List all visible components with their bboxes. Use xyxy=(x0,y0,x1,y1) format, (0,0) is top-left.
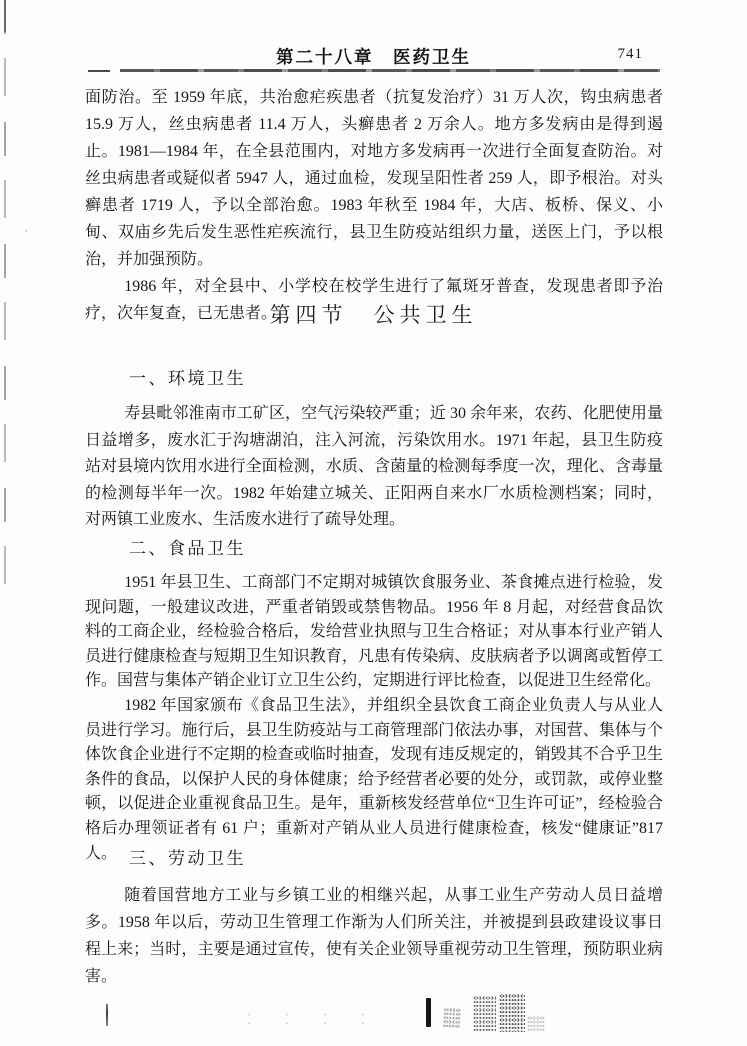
paragraph-continued: 面防治。至 1959 年底，共治愈疟疾患者（抗复发治疗）31 万人次，钩虫病患者 15.9 万人，丝虫病患者 11.4 万人，头癣患者 2 万余人。地方多发病由是得到遏止。1981—1984 年，在全县范围内，对地方多发病再一次进行全面复查防治。对丝虫病患者或疑似者 5947 人，通过血检，发现呈阳性者 259 人，即予根治。对头癣患者 1719 人，予以全部治愈。1983 年秋至 1984 年，大店、板桥、保义、小甸、双庙乡先后发生恶性疟疾流行，县卫生防疫站组织力量，送医上门，予以根治，并加强预防。 xyxy=(85,89,663,268)
labor-text-block xyxy=(85,882,663,990)
paragraph-1986: 1986 年，对全县中、小学校在校学生进行了氟斑牙普查，发现患者即予治疗，次年复查，已无患者。 xyxy=(85,278,663,322)
scan-artifact-smudge xyxy=(473,996,496,1031)
scan-speck xyxy=(25,230,27,232)
chapter-title: 第二十八章 医药卫生 xyxy=(276,47,471,67)
environment-text-block xyxy=(85,401,663,534)
scan-artifact-smudge xyxy=(442,1008,460,1029)
food-text-block xyxy=(85,571,663,866)
scan-artifact-bar xyxy=(426,998,431,1027)
body-paragraph: 1951 年县卫生、工商部门不定期对城镇饮食服务业、茶食摊点进行检验，发现问题，一般建议改进，严重者销毁或禁售物品。1956 年 8 月起，对经营食品饮料的工商企业，经检验合格后，发给营业执照与卫生合格证；对从事本行业产销人员进行健康检查与短期卫生知识教育，凡患有传染病、皮肤病者予以调离或暂停工作。国营与集体产销企业订立卫生公约，定期进行评比检查，以促进卫生经常化。 xyxy=(85,574,663,690)
scan-edge-line xyxy=(4,0,6,585)
intro-text-block xyxy=(85,84,663,327)
scan-edge-line-top xyxy=(4,0,6,32)
subsection-heading-labor: 三、劳动卫生 xyxy=(129,849,246,868)
body-paragraph: 寿县毗邻淮南市工矿区，空气污染较严重；近 30 余年来，农药、化肥使用量日益增多，废水汇于沟塘湖泊，注入河流，污染饮用水。1971 年起，县卫生防疫站对县境内饮用水进行全面检测，水质、含菌量的检测每季度一次，理化、含毒量的检测每半年一次。1982 年始建立城关、正阳两自来水厂水质检测档案；同时，对两镇工业废水、生活废水进行了疏导处理。 xyxy=(85,405,663,528)
page-number: 741 xyxy=(617,46,643,62)
scan-artifact-smudge xyxy=(499,994,525,1032)
subsection-heading-environment: 一、环境卫生 xyxy=(129,369,246,388)
scan-artifact-smudge xyxy=(527,1016,545,1031)
header-rule xyxy=(120,69,660,72)
header-rule-dash xyxy=(88,70,110,72)
body-paragraph: 随着国营地方工业与乡镇工业的相继兴起，从事工业生产劳动人员日益增多。1958 年以后，劳动卫生管理工作渐为人们所关注，并被提到县政建设议事日程上来；当时，主要是通过宣传，使有关企业领导重视劳动卫生管理，预防职业病害。 xyxy=(85,887,663,985)
scan-artifact-tick xyxy=(106,1004,108,1026)
body-paragraph: 1982 年国家颁布《食品卫生法》，并组织全县饮食工商企业负责人与从业人员进行学习。施行后，县卫生防疫站与工商管理部门依法办事，对国营、集体与个体饮食企业进行不定期的检查或临时抽查，发现有违反规定的，销毁其不合乎卫生条件的食品，以保护人民的身体健康；给予经营者必要的处分，或罚款，或停业整顿，以促进企业重视食品卫生。是年，重新核发经营单位“卫生许可证”，经检验合格后办理领证者有 61 户；重新对产销从业人员进行健康检查，核发“健康证”817 人。 xyxy=(85,696,663,862)
subsection-heading-food: 二、食品卫生 xyxy=(129,539,246,558)
section-title: 第四节 公共卫生 xyxy=(269,303,478,327)
scan-artifact-specks xyxy=(230,1010,400,1024)
